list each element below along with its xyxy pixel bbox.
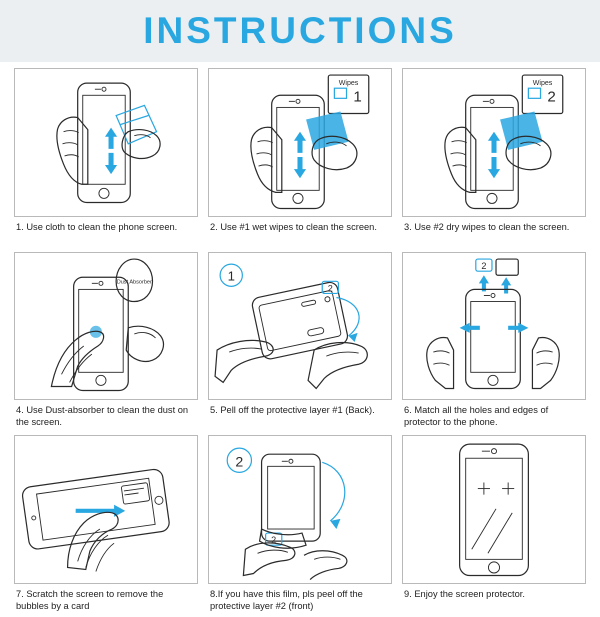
step-5-layer2-label: 2	[327, 283, 333, 294]
page-title: INSTRUCTIONS	[143, 10, 457, 51]
step-5	[208, 252, 392, 434]
step-4-caption: 4. Use Dust-absorber to clean the dust on the screen.	[16, 405, 189, 428]
step-3-caption: 3. Use #2 dry wipes to clean the screen.	[404, 221, 570, 232]
step-2-panel	[208, 68, 392, 217]
step-5-caption: 5. Pell off the protective layer #1 (Back).	[210, 405, 375, 416]
step-2-wipes-label: Wipes	[338, 80, 359, 88]
steps-grid	[0, 62, 600, 612]
step-2-caption: 2. Use #1 wet wipes to clean the screen.	[210, 221, 377, 232]
step-6-panel	[402, 252, 586, 401]
step-8-panel	[208, 435, 392, 584]
step-3-panel	[402, 68, 586, 217]
step-6-layer2-label: 2	[481, 260, 487, 271]
step-2-number-label: 1	[353, 88, 362, 106]
step-4-illustration	[15, 253, 197, 400]
step-1-caption: 1. Use cloth to clean the phone screen.	[16, 221, 178, 232]
step-5-panel	[208, 252, 392, 401]
step-6-caption: 6. Match all the holes and edges of protector to the phone.	[404, 405, 549, 428]
step-3	[402, 68, 586, 250]
step-9	[402, 435, 586, 617]
step-7	[14, 435, 198, 617]
step-9-panel	[402, 435, 586, 584]
step-8-caption: 8.If you have this film, pls peel off the protective layer #2 (front)	[210, 588, 363, 612]
step-5-illustration	[209, 253, 391, 400]
step-2	[208, 68, 392, 250]
step-6-illustration	[403, 253, 585, 400]
step-7-illustration	[15, 436, 197, 583]
step-7-panel	[14, 435, 198, 584]
step-3-number-label: 2	[547, 88, 556, 106]
step-2-illustration	[209, 69, 391, 216]
step-9-illustration	[403, 436, 585, 583]
step-1-illustration	[15, 69, 197, 216]
step-3-illustration	[403, 69, 585, 216]
step-8	[208, 435, 392, 617]
step-1	[14, 68, 198, 250]
step-5-layer1-label: 1	[227, 267, 235, 283]
step-6	[402, 252, 586, 434]
step-4-panel	[14, 252, 198, 401]
step-3-wipes-label: Wipes	[532, 80, 553, 88]
step-4	[14, 252, 198, 434]
step-8-illustration	[209, 436, 391, 583]
header-bar	[0, 0, 600, 62]
step-1-panel	[14, 68, 198, 217]
step-9-caption: 9. Enjoy the screen protector.	[404, 588, 525, 599]
step-4-absorber-label: Dust Absorber	[116, 278, 152, 285]
step-8-tab-label: 2	[271, 535, 277, 546]
step-7-caption: 7. Scratch the screen to remove the bubbles by a card	[16, 588, 164, 612]
step-8-layer2-circle-label: 2	[235, 453, 244, 470]
